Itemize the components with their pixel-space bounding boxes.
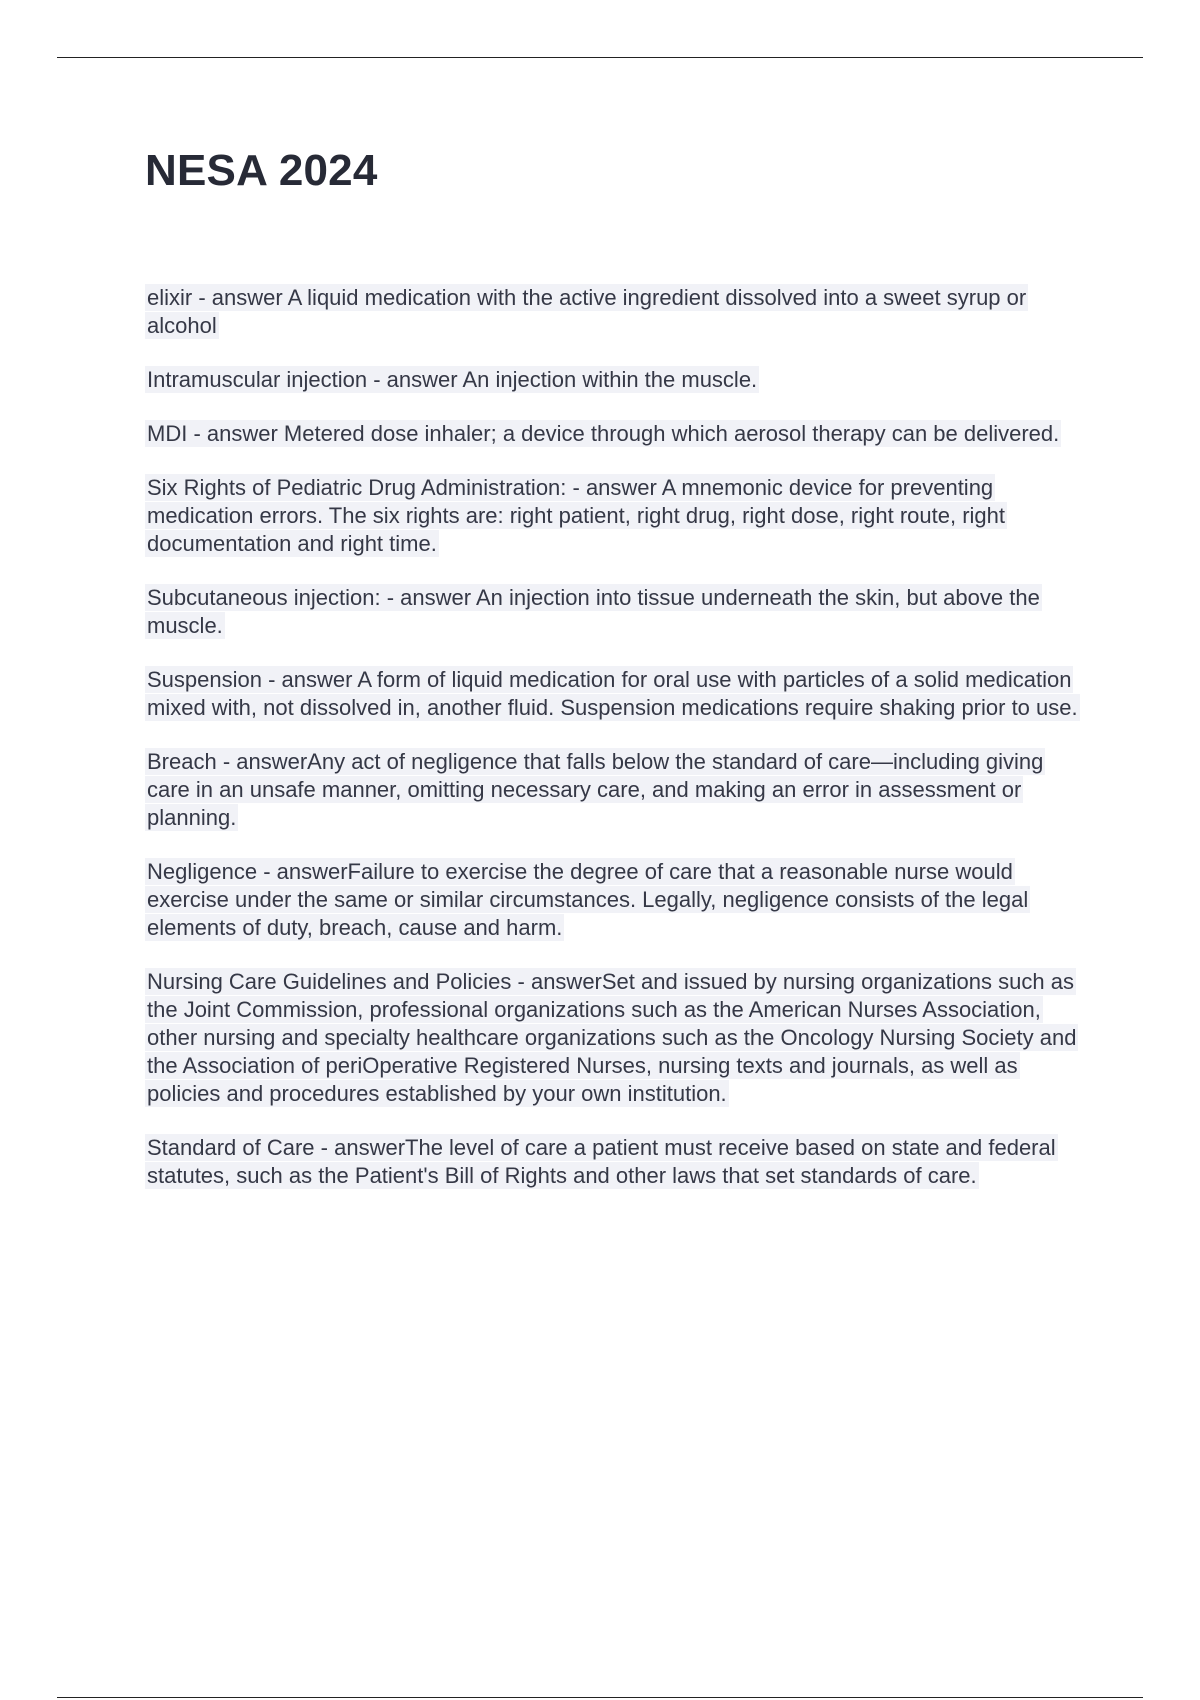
entry-subcutaneous-injection <box>145 584 1090 640</box>
entry-text: Six Rights of Pediatric Drug Administration: - answer A mnemonic device for preventing medication errors. The six rights are: right patient, right drug, right dose, right route, right documentation and right time. <box>147 475 1005 556</box>
entry-standard-of-care <box>145 1134 1090 1190</box>
entry-text: Intramuscular injection - answer An injection within the muscle. <box>147 367 758 392</box>
entry-elixir <box>145 284 1090 340</box>
entry-text: Suspension - answer A form of liquid medication for oral use with particles of a solid medication mixed with, not dissolved in, another fluid. Suspension medications require shaking prior to use. <box>147 667 1078 720</box>
entry-text: elixir - answer A liquid medication with the active ingredient dissolved into a sweet syrup or alcohol <box>147 285 1027 338</box>
entry-mdi <box>145 420 1090 448</box>
document-title: NESA 2024 <box>145 146 378 195</box>
entry-six-rights <box>145 474 1090 558</box>
entry-breach <box>145 748 1090 832</box>
entry-intramuscular-injection <box>145 366 1090 394</box>
entry-negligence <box>145 858 1090 942</box>
entry-text: Subcutaneous injection: - answer An injection into tissue underneath the skin, but above the muscle. <box>147 585 1040 638</box>
entry-list <box>145 284 1090 1216</box>
top-divider <box>57 57 1143 58</box>
entry-nursing-care-guidelines <box>145 968 1090 1108</box>
entry-text: Negligence - answerFailure to exercise the degree of care that a reasonable nurse would exercise under the same or similar circumstances. Legally, negligence consists of the legal elements of duty, breach, cause and harm. <box>147 859 1029 940</box>
entry-suspension <box>145 666 1090 722</box>
entry-text: Standard of Care - answerThe level of care a patient must receive based on state and federal statutes, such as the Patient's Bill of Rights and other laws that set standards of care. <box>147 1135 1056 1188</box>
entry-text: Nursing Care Guidelines and Policies - answerSet and issued by nursing organizations such as the Joint Commission, professional organizations such as the American Nurses Association, other nursing and specialty healthcare organizations such as the Oncology Nursing Society and the Association of periOperative Registered Nurses, nursing texts and journals, as well as policies and procedures established by your own institution. <box>147 969 1077 1106</box>
entry-text: Breach - answerAny act of negligence that falls below the standard of care—including giving care in an unsafe manner, omitting necessary care, and making an error in assessment or planning. <box>147 749 1044 830</box>
entry-text: MDI - answer Metered dose inhaler; a device through which aerosol therapy can be delivered. <box>147 421 1060 446</box>
bottom-divider <box>57 1697 1143 1698</box>
